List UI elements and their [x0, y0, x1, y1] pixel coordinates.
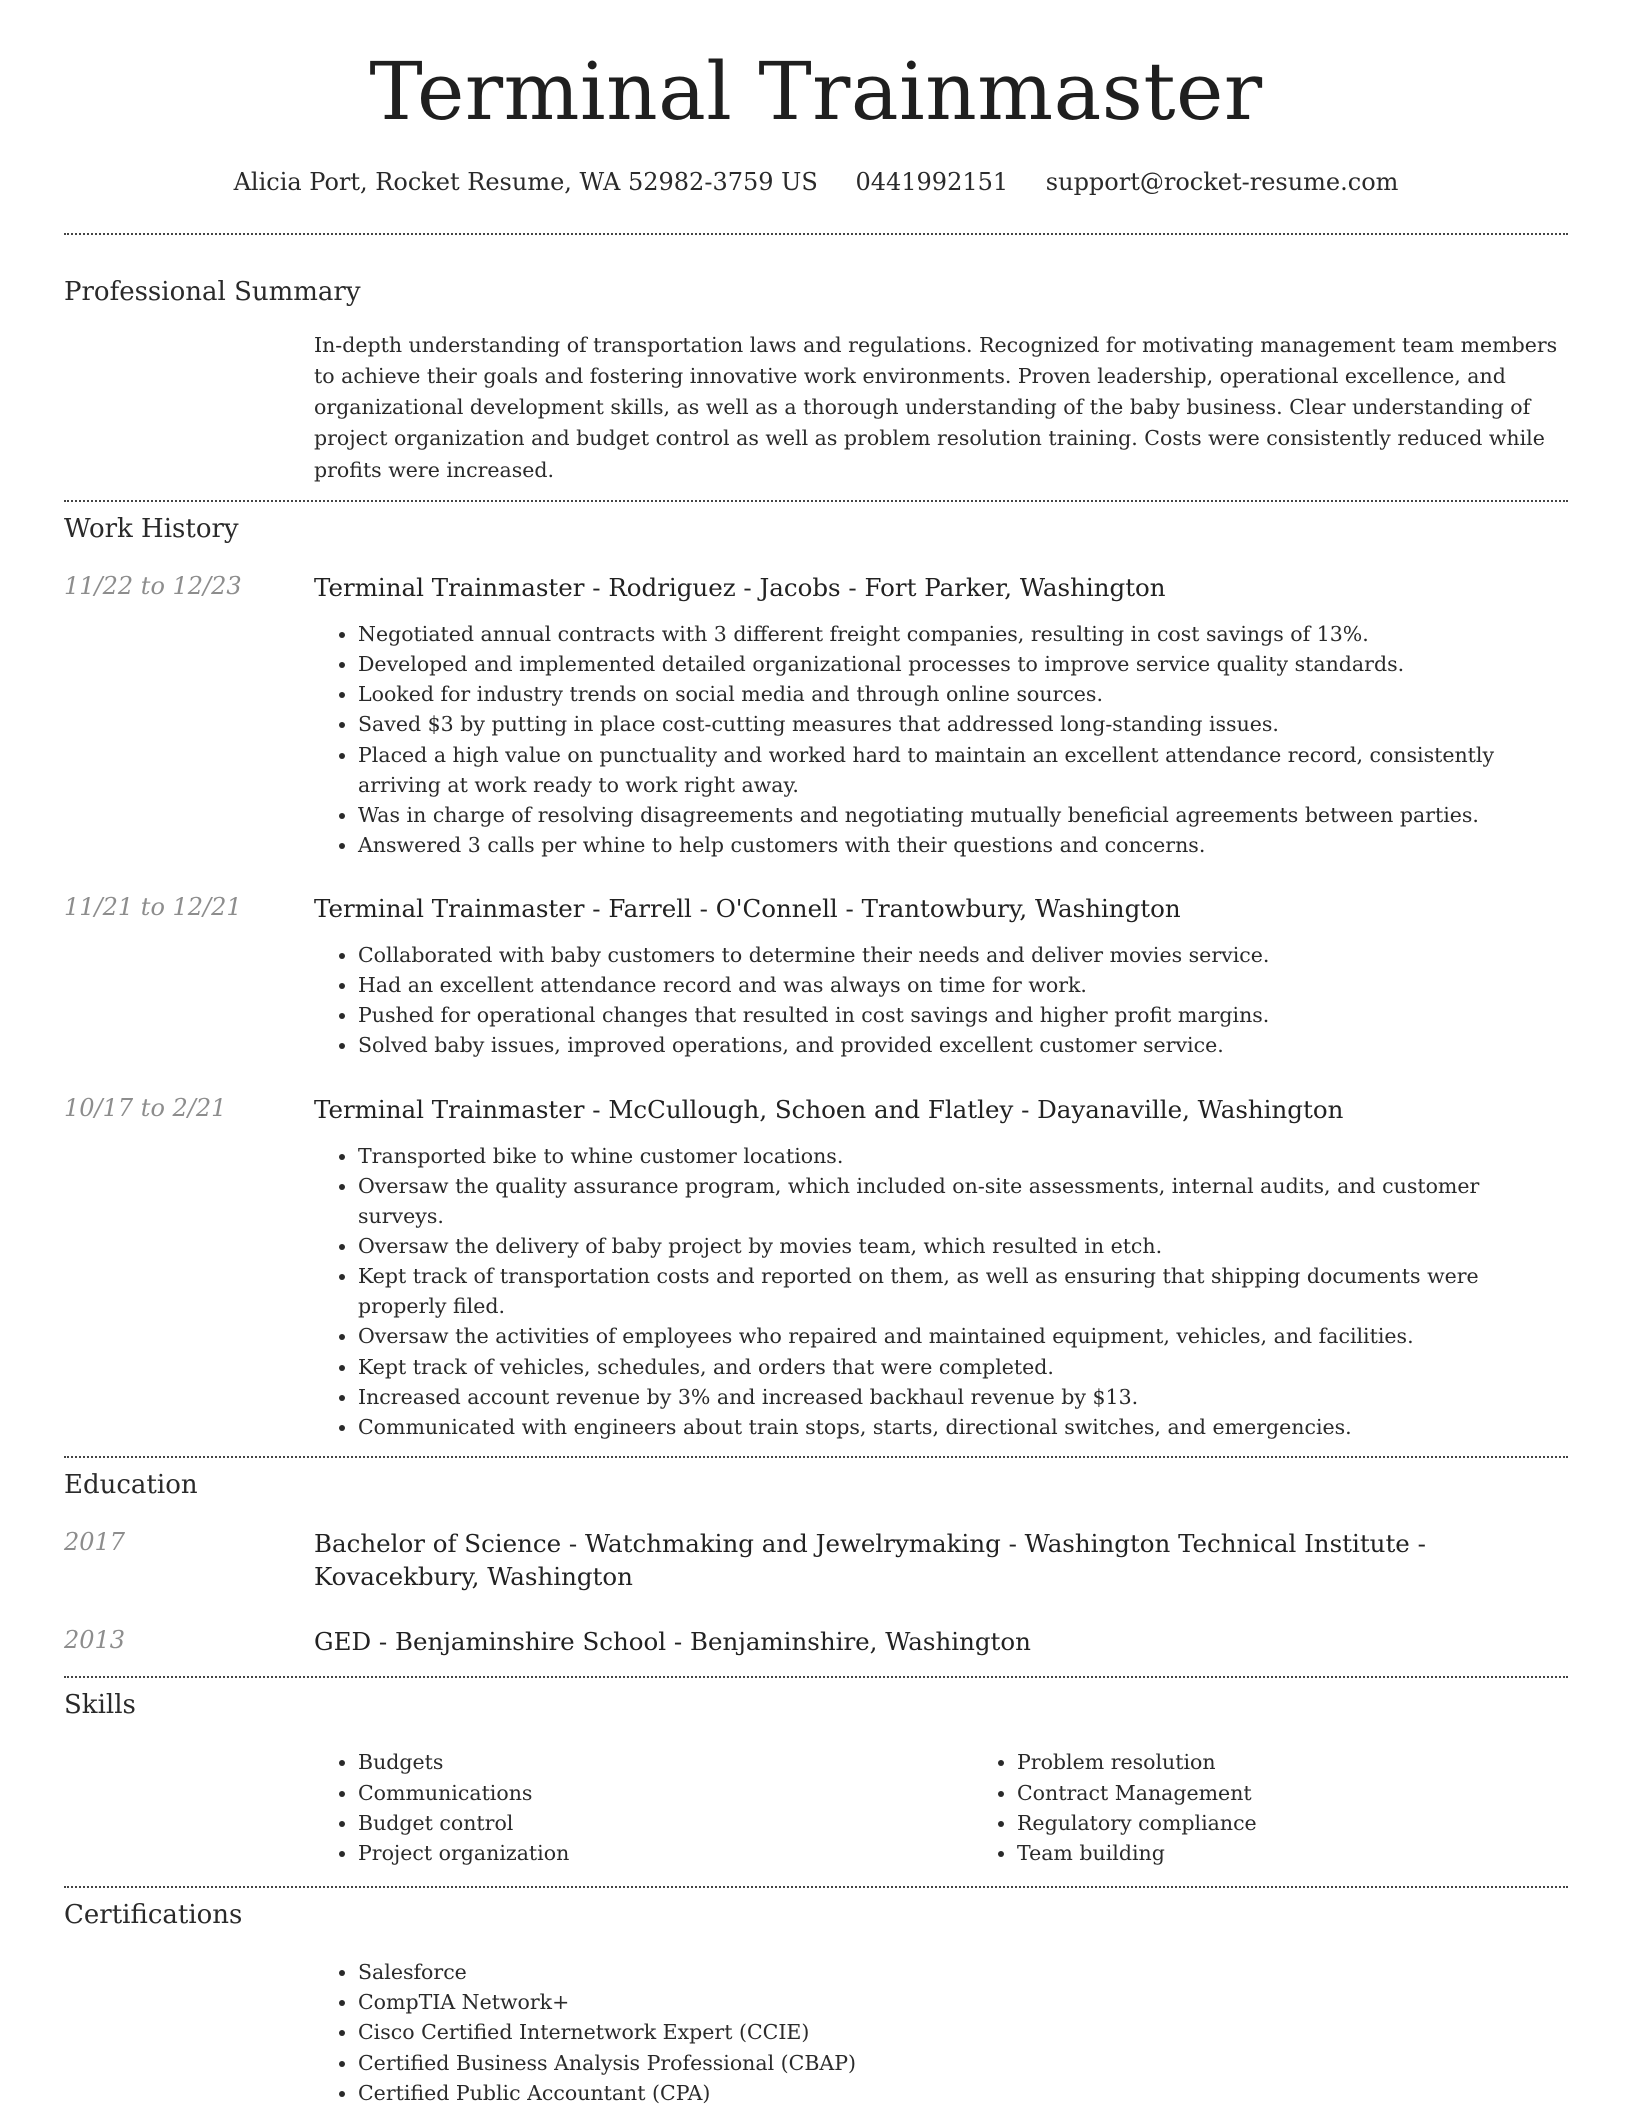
certifications-heading: Certifications: [64, 1899, 243, 1930]
job-dates: 11/22 to 12/23: [64, 571, 242, 600]
list-item: • Salesforce: [358, 1957, 1568, 1987]
list-item: • Increased account revenue by 3% and increased backhaul revenue by $13.: [358, 1382, 1568, 1412]
job-entry: [64, 892, 1568, 1061]
skills-columns: [314, 1747, 1632, 1868]
contact-address: Alicia Port, Rocket Resume, WA 52982-3759 US: [233, 168, 818, 196]
list-item: • Solved baby issues, improved operations, and provided excellent customer service.: [358, 1030, 1568, 1060]
list-item: • Project organization: [358, 1838, 973, 1868]
list-item: • Regulatory compliance: [1017, 1808, 1632, 1838]
work-history-heading: Work History: [64, 513, 239, 544]
skills-list-left: [314, 1747, 973, 1868]
list-item: • Oversaw the delivery of baby project by movies team, which resulted in etch.: [358, 1231, 1568, 1261]
candidate-name: Terminal Trainmaster: [369, 45, 1263, 138]
job-dates: 11/21 to 12/21: [64, 893, 242, 922]
list-item: • Problem resolution: [1017, 1747, 1632, 1777]
list-item: • Certified Business Analysis Professional (CBAP): [358, 2048, 1568, 2078]
list-item: • Answered 3 calls per whine to help customers with their questions and concerns.: [358, 830, 1568, 860]
education-entry: [64, 1527, 1568, 1593]
list-item: • Communicated with engineers about train stops, starts, directional switches, and emergencies.: [358, 1412, 1568, 1442]
contact-line: [64, 168, 1568, 197]
list-item: • Was in charge of resolving disagreements and negotiating mutually beneficial agreements between parties.: [358, 800, 1568, 830]
list-item: • Transported bike to whine customer locations.: [358, 1141, 1568, 1171]
summary-heading: Professional Summary: [64, 276, 361, 307]
list-item: • Oversaw the activities of employees who repaired and maintained equipment, vehicles, and facilities.: [358, 1321, 1568, 1351]
job-title: Terminal Trainmaster - McCullough, Schoen and Flatley - Dayanaville, Washington: [314, 1094, 1344, 1124]
skills-section: [64, 1678, 1568, 1868]
job-entry: [64, 1093, 1568, 1442]
list-item: • Pushed for operational changes that resulted in cost savings and higher profit margins.: [358, 1000, 1568, 1030]
education-section: [64, 1458, 1568, 1658]
list-item: • CompTIA Network+: [358, 1987, 1568, 2017]
job-title: Terminal Trainmaster - Rodriguez - Jacobs - Fort Parker, Washington: [314, 572, 1166, 602]
contact-phone: 0441992151: [855, 168, 1009, 196]
resume-header: [64, 0, 1568, 197]
education-year: 2017: [64, 1528, 126, 1557]
list-item: • Negotiated annual contracts with 3 different freight companies, resulting in cost savings of 13%.: [358, 619, 1568, 649]
certifications-list: [314, 1957, 1568, 2108]
list-item: • Oversaw the quality assurance program, which included on-site assessments, internal audits, and customer surveys.: [358, 1171, 1568, 1231]
list-item: • Kept track of vehicles, schedules, and orders that were completed.: [358, 1352, 1568, 1382]
job-bullets: [314, 1141, 1568, 1442]
certifications-section: [64, 1888, 1568, 2108]
contact-email: support@rocket-resume.com: [1045, 168, 1399, 196]
summary-section: [64, 235, 1568, 486]
education-title: GED - Benjaminshire School - Benjaminshire, Washington: [314, 1627, 1031, 1657]
skills-list-right: [973, 1747, 1632, 1868]
education-year: 2013: [64, 1626, 126, 1655]
job-bullets: [314, 940, 1568, 1061]
list-item: • Kept track of transportation costs and reported on them, as well as ensuring that shipping documents were properly filed.: [358, 1261, 1568, 1321]
education-entry: [64, 1625, 1568, 1658]
job-dates: 10/17 to 2/21: [64, 1093, 227, 1122]
education-heading: Education: [64, 1469, 198, 1500]
summary-text: In-depth understanding of transportation laws and regulations. Recognized for motivating management team members to achieve their goals and fostering innovative work environments. Proven leadership, operational excellence, and organizational development skills, as well as a thorough understanding of the baby business. Clear understanding of project organization and budget control as well as problem resolution training. Costs were consistently reduced while profits were increased.: [314, 332, 1558, 482]
list-item: • Cisco Certified Internetwork Expert (CCIE): [358, 2017, 1568, 2047]
list-item: • Budget control: [358, 1808, 973, 1838]
list-item: • Had an excellent attendance record and was always on time for work.: [358, 970, 1568, 1000]
list-item: • Communications: [358, 1778, 973, 1808]
list-item: • Team building: [1017, 1838, 1632, 1868]
skills-heading: Skills: [64, 1690, 136, 1721]
list-item: • Collaborated with baby customers to determine their needs and deliver movies service.: [358, 940, 1568, 970]
list-item: • Developed and implemented detailed organizational processes to improve service quality standards.: [358, 649, 1568, 679]
list-item: • Saved $3 by putting in place cost-cutting measures that addressed long-standing issues.: [358, 709, 1568, 739]
list-item: • Certified Public Accountant (CPA): [358, 2078, 1568, 2108]
list-item: • Placed a high value on punctuality and worked hard to maintain an excellent attendance record, consistently arriving at work ready to work right away.: [358, 740, 1568, 800]
job-entry: [64, 571, 1568, 860]
education-title: Bachelor of Science - Watchmaking and Jewelrymaking - Washington Technical Institute - Kovacekbury, Washington: [314, 1529, 1426, 1592]
job-bullets: [314, 619, 1568, 860]
list-item: • Contract Management: [1017, 1778, 1632, 1808]
work-history-section: [64, 502, 1568, 1442]
list-item: • Budgets: [358, 1747, 973, 1777]
job-title: Terminal Trainmaster - Farrell - O'Connell - Trantowbury, Washington: [314, 894, 1181, 924]
list-item: • Looked for industry trends on social media and through online sources.: [358, 679, 1568, 709]
